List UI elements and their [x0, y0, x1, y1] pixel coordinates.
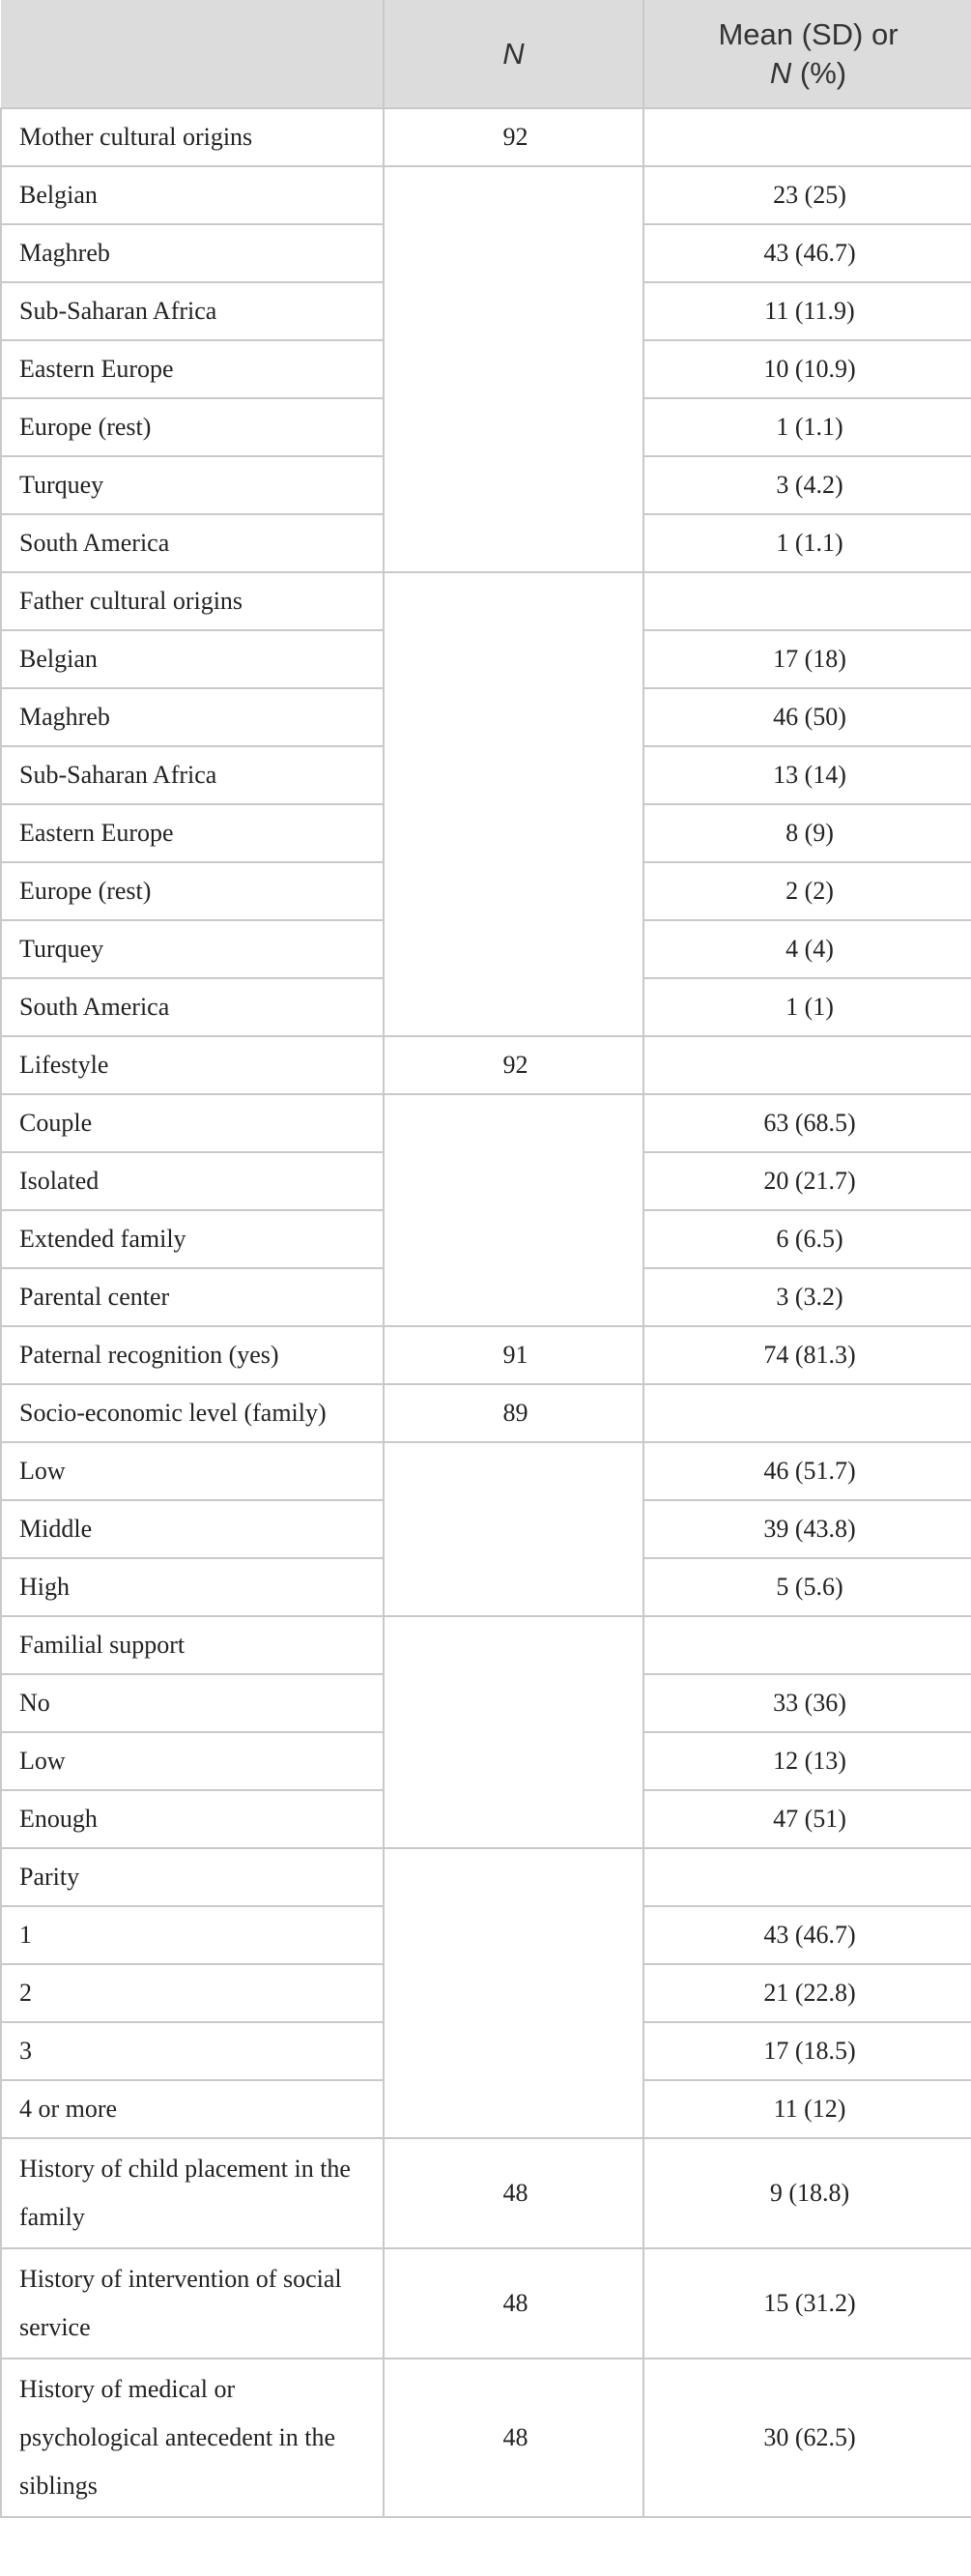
table-row	[1, 1036, 971, 1094]
row-label: Belgian	[1, 166, 384, 224]
row-value: 43 (46.7)	[643, 224, 971, 282]
row-label: Turquey	[1, 456, 384, 514]
row-value: 63 (68.5)	[643, 1094, 971, 1152]
row-label: Sub-Saharan Africa	[1, 282, 384, 340]
row-value: 1 (1)	[643, 978, 971, 1036]
row-value: 46 (51.7)	[643, 1442, 971, 1500]
row-value: 23 (25)	[643, 166, 971, 224]
row-n-empty	[384, 1616, 643, 1848]
row-label: Enough	[1, 1790, 384, 1848]
header-n: N	[384, 0, 643, 108]
row-label: Mother cultural origins	[1, 108, 384, 166]
table-row	[1, 1616, 971, 1674]
row-value: 39 (43.8)	[643, 1500, 971, 1558]
row-label: Europe (rest)	[1, 398, 384, 456]
row-value	[643, 572, 971, 630]
row-label: Parity	[1, 1848, 384, 1906]
table-row	[1, 1848, 971, 1906]
row-value	[643, 1384, 971, 1442]
row-value: 30 (62.5)	[643, 2359, 971, 2517]
row-label: Low	[1, 1732, 384, 1790]
row-label: History of child placement in the family	[1, 2138, 384, 2248]
table-row	[1, 1442, 971, 1500]
row-label: No	[1, 1674, 384, 1732]
table-header-row	[1, 0, 971, 108]
row-label: History of intervention of social service	[1, 2248, 384, 2359]
row-value: 5 (5.6)	[643, 1558, 971, 1616]
table-row	[1, 108, 971, 166]
row-label: Socio-economic level (family)	[1, 1384, 384, 1442]
row-value: 3 (3.2)	[643, 1268, 971, 1326]
table-row	[1, 1384, 971, 1442]
table-row	[1, 572, 971, 630]
row-value: 47 (51)	[643, 1790, 971, 1848]
row-label: History of medical or psychological antecedent in the siblings	[1, 2359, 384, 2517]
row-n: 92	[384, 108, 643, 166]
row-value: 46 (50)	[643, 688, 971, 746]
row-value: 21 (22.8)	[643, 1964, 971, 2022]
row-label: Low	[1, 1442, 384, 1500]
row-value	[643, 108, 971, 166]
row-label: Paternal recognition (yes)	[1, 1326, 384, 1384]
row-value: 74 (81.3)	[643, 1326, 971, 1384]
row-value: 6 (6.5)	[643, 1210, 971, 1268]
row-label: Maghreb	[1, 224, 384, 282]
row-value: 17 (18)	[643, 630, 971, 688]
row-value: 1 (1.1)	[643, 398, 971, 456]
row-value: 3 (4.2)	[643, 456, 971, 514]
row-value	[643, 1616, 971, 1674]
row-label: South America	[1, 978, 384, 1036]
table-row	[1, 2138, 971, 2248]
row-value: 1 (1.1)	[643, 514, 971, 572]
row-label: Europe (rest)	[1, 862, 384, 920]
row-value: 11 (12)	[643, 2080, 971, 2138]
row-label: Middle	[1, 1500, 384, 1558]
row-value: 43 (46.7)	[643, 1906, 971, 1964]
row-label: Parental center	[1, 1268, 384, 1326]
row-n-empty	[384, 166, 643, 572]
row-value: 15 (31.2)	[643, 2248, 971, 2359]
table-row	[1, 2359, 971, 2517]
row-value: 4 (4)	[643, 920, 971, 978]
row-label: 4 or more	[1, 2080, 384, 2138]
row-value: 17 (18.5)	[643, 2022, 971, 2080]
row-value: 9 (18.8)	[643, 2138, 971, 2248]
row-value: 2 (2)	[643, 862, 971, 920]
row-value: 12 (13)	[643, 1732, 971, 1790]
row-label: 2	[1, 1964, 384, 2022]
table-row	[1, 1094, 971, 1152]
row-label: Turquey	[1, 920, 384, 978]
row-n: 89	[384, 1384, 643, 1442]
header-variable	[1, 0, 384, 108]
table-row	[1, 2248, 971, 2359]
row-value: 20 (21.7)	[643, 1152, 971, 1210]
row-label: Isolated	[1, 1152, 384, 1210]
row-label: 1	[1, 1906, 384, 1964]
row-label: Maghreb	[1, 688, 384, 746]
row-value: 8 (9)	[643, 804, 971, 862]
row-value	[643, 1848, 971, 1906]
table-row	[1, 1326, 971, 1384]
row-label: Couple	[1, 1094, 384, 1152]
row-n: 91	[384, 1326, 643, 1384]
row-n-empty	[384, 572, 643, 1036]
row-n-empty	[384, 1094, 643, 1326]
row-n: 92	[384, 1036, 643, 1094]
row-value: 13 (14)	[643, 746, 971, 804]
table-row	[1, 166, 971, 224]
row-value	[643, 1036, 971, 1094]
row-value: 11 (11.9)	[643, 282, 971, 340]
row-n-empty	[384, 1848, 643, 2138]
row-n: 48	[384, 2138, 643, 2248]
row-value: 10 (10.9)	[643, 340, 971, 398]
row-label: Familial support	[1, 1616, 384, 1674]
header-mean-sd: Mean (SD) or N (%)	[643, 0, 971, 108]
row-n: 48	[384, 2359, 643, 2517]
row-label: South America	[1, 514, 384, 572]
row-label: Sub-Saharan Africa	[1, 746, 384, 804]
row-label: 3	[1, 2022, 384, 2080]
row-label: Lifestyle	[1, 1036, 384, 1094]
row-n: 48	[384, 2248, 643, 2359]
row-label: Belgian	[1, 630, 384, 688]
row-n-empty	[384, 1442, 643, 1616]
row-label: Eastern Europe	[1, 804, 384, 862]
row-label: Father cultural origins	[1, 572, 384, 630]
row-label: High	[1, 1558, 384, 1616]
row-label: Extended family	[1, 1210, 384, 1268]
row-value: 33 (36)	[643, 1674, 971, 1732]
row-label: Eastern Europe	[1, 340, 384, 398]
